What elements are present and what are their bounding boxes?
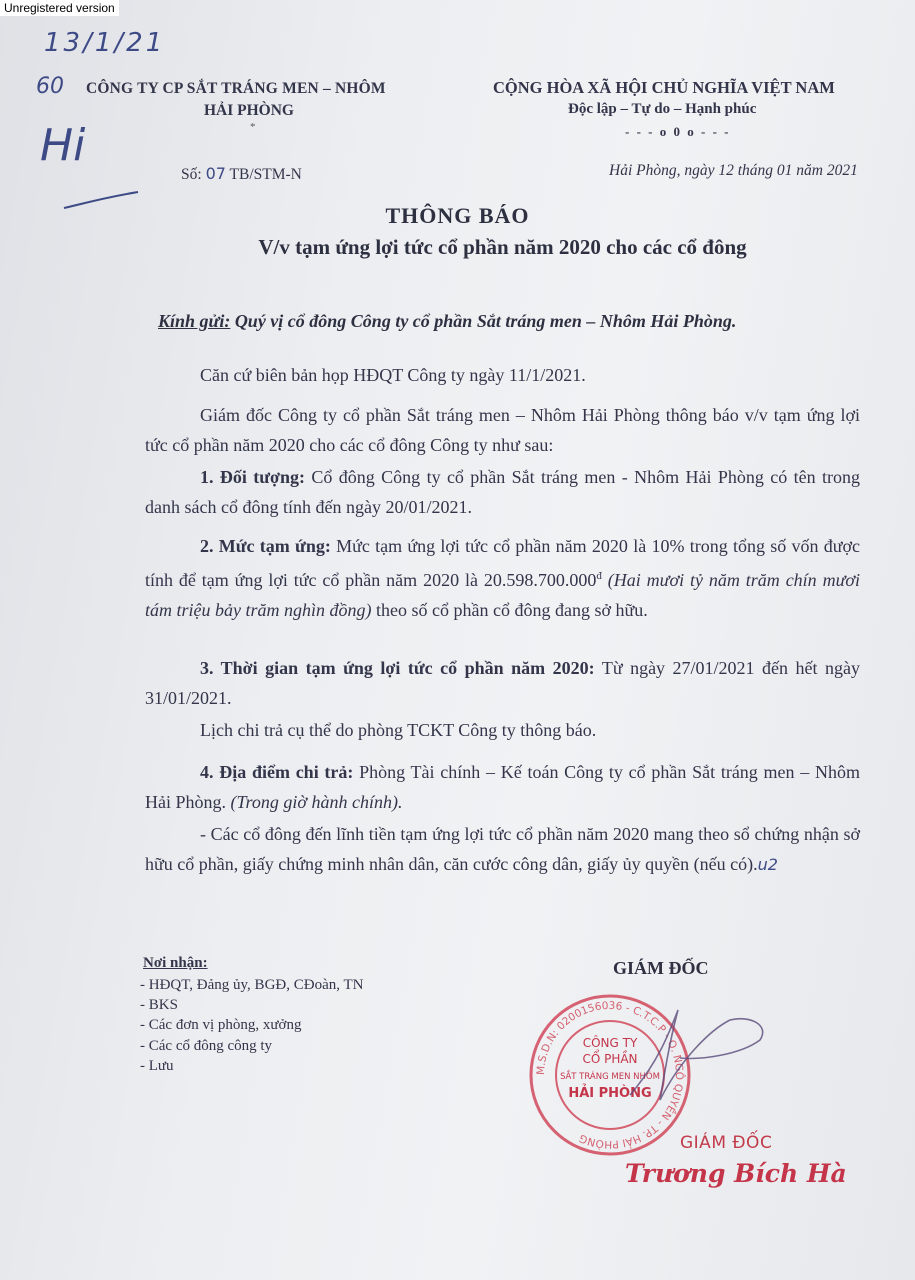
seal-line3: SẮT TRÁNG MEN NHÔM: [560, 1072, 660, 1082]
seal-line1: CÔNG TY: [582, 1036, 638, 1050]
header-asterisk: *: [250, 121, 256, 133]
paragraph-time: [145, 653, 860, 713]
paragraph-intro: Giám đốc Công ty cổ phần Sắt tráng men – Nhôm Hải Phòng thông báo v/v tạm ứng lợi tức cổ phần năm 2020 cho các cổ đông Công ty như sau:: [145, 405, 860, 455]
handwritten-initials: Hi: [40, 120, 86, 171]
number-prefix: Số:: [181, 166, 202, 183]
amount-text: Mức tạm ứng lợi tức cổ phần năm 2020 là 10% trong tổng số vốn được tính để tạm ứng lợi tức cổ phần năm 2020 là 20.598.700.000: [145, 536, 861, 590]
national-title: CỘNG HÒA XÃ HỘI CHỦ NGHĨA VIỆT NAM: [493, 78, 835, 97]
seal-line4: HẢI PHÒNG: [568, 1086, 652, 1101]
receivers-heading: Nơi nhận:: [143, 955, 208, 971]
paragraph-requirements: [145, 819, 860, 880]
document-subtitle: V/v tạm ứng lợi tức cổ phần năm 2020 cho các cổ đông: [258, 235, 747, 259]
handwritten-date: 13/1/21: [44, 28, 166, 58]
recipient-text: Quý vị cổ đông Công ty cổ phần Sắt tráng men – Nhôm Hải Phòng.: [234, 311, 737, 331]
national-motto: Độc lập – Tự do – Hạnh phúc: [568, 101, 757, 117]
place-date: Hải Phòng, ngày 12 tháng 01 năm 2021: [609, 162, 858, 179]
receiver-item: - Các đơn vị phòng, xưởng: [140, 1017, 302, 1033]
recipient-line: [158, 311, 736, 332]
company-name-line1: CÔNG TY CP SẮT TRÁNG MEN – NHÔM: [86, 80, 386, 97]
receiver-item: - Lưu: [140, 1058, 174, 1074]
recipient-label: Kính gửi:: [158, 311, 231, 331]
seal-line2: CỔ PHẦN: [582, 1052, 638, 1066]
seal-signer-role: GIÁM ĐỐC: [680, 1133, 773, 1153]
time-label: 3. Thời gian tạm ứng lợi tức cổ phần năm 2020:: [200, 658, 595, 678]
paragraph-subjects: [145, 462, 860, 522]
location-hours: (Trong giờ hành chính).: [230, 792, 403, 812]
watermark-label: Unregistered version: [0, 0, 119, 16]
location-label: 4. Địa điểm chi trả:: [200, 762, 354, 782]
receiver-item: - HĐQT, Đảng ủy, BGĐ, CĐoàn, TN: [140, 977, 364, 993]
signer-name: Trương Bích Hà: [625, 1159, 847, 1188]
subjects-text: Cổ đông Công ty cổ phần Sắt tráng men - Nhôm Hải Phòng có tên trong danh sách cổ đông tính đến ngày 20/01/2021.: [145, 467, 861, 517]
handwritten-ending-initials: u2: [757, 855, 778, 874]
document-title: THÔNG BÁO: [385, 203, 530, 228]
seal-outer-text: M.S.D.N: 0200156036 - C.T.C.P - Q. NGÔ QUYỀN - TP. HẢI PHÒNG: [534, 999, 686, 1151]
handwritten-code: 60: [36, 74, 64, 99]
paragraph-schedule: Lịch chi trả cụ thể do phòng TCKT Công ty thông báo.: [200, 720, 597, 740]
header-divider: - - - o 0 o - - -: [625, 124, 731, 139]
document-number: [181, 164, 302, 184]
company-name-line2: HẢI PHÒNG: [204, 102, 294, 119]
amount-tail: theo số cổ phần cổ đông đang sở hữu.: [376, 600, 648, 620]
time-text: Từ ngày 27/01/2021 đến hết ngày 31/01/2021.: [145, 658, 860, 708]
paragraph-basis: Căn cứ biên bản họp HĐQT Công ty ngày 11/1/2021.: [200, 365, 586, 385]
paragraph-location: [145, 757, 860, 817]
signature-mark: [600, 1000, 780, 1110]
receiver-item: - BKS: [140, 997, 178, 1013]
signer-role: GIÁM ĐỐC: [613, 958, 709, 978]
requirements-text: - Các cổ đông đến lĩnh tiền tạm ứng lợi tức cổ phần năm 2020 mang theo sổ chứng nhận sở hữu cổ phần, giấy chứng minh nhân dân, căn cước công dân, giấy ủy quyền (nếu có).: [145, 824, 860, 874]
handwritten-number: 07: [205, 164, 226, 183]
receiver-item: - Các cổ đông công ty: [140, 1038, 273, 1054]
amount-label: 2. Mức tạm ứng:: [200, 536, 331, 556]
paragraph-amount: [145, 531, 860, 625]
amount-in-words: (Hai mươi tỷ năm trăm chín mươi tám triệu bảy trăm nghìn đồng): [145, 570, 861, 620]
subjects-label: 1. Đối tượng:: [200, 467, 306, 487]
number-suffix: TB/STM-N: [229, 166, 302, 183]
currency-sup: đ: [596, 570, 602, 582]
location-text: Phòng Tài chính – Kế toán Công ty cổ phần Sắt tráng men – Nhôm Hải Phòng.: [145, 762, 860, 812]
